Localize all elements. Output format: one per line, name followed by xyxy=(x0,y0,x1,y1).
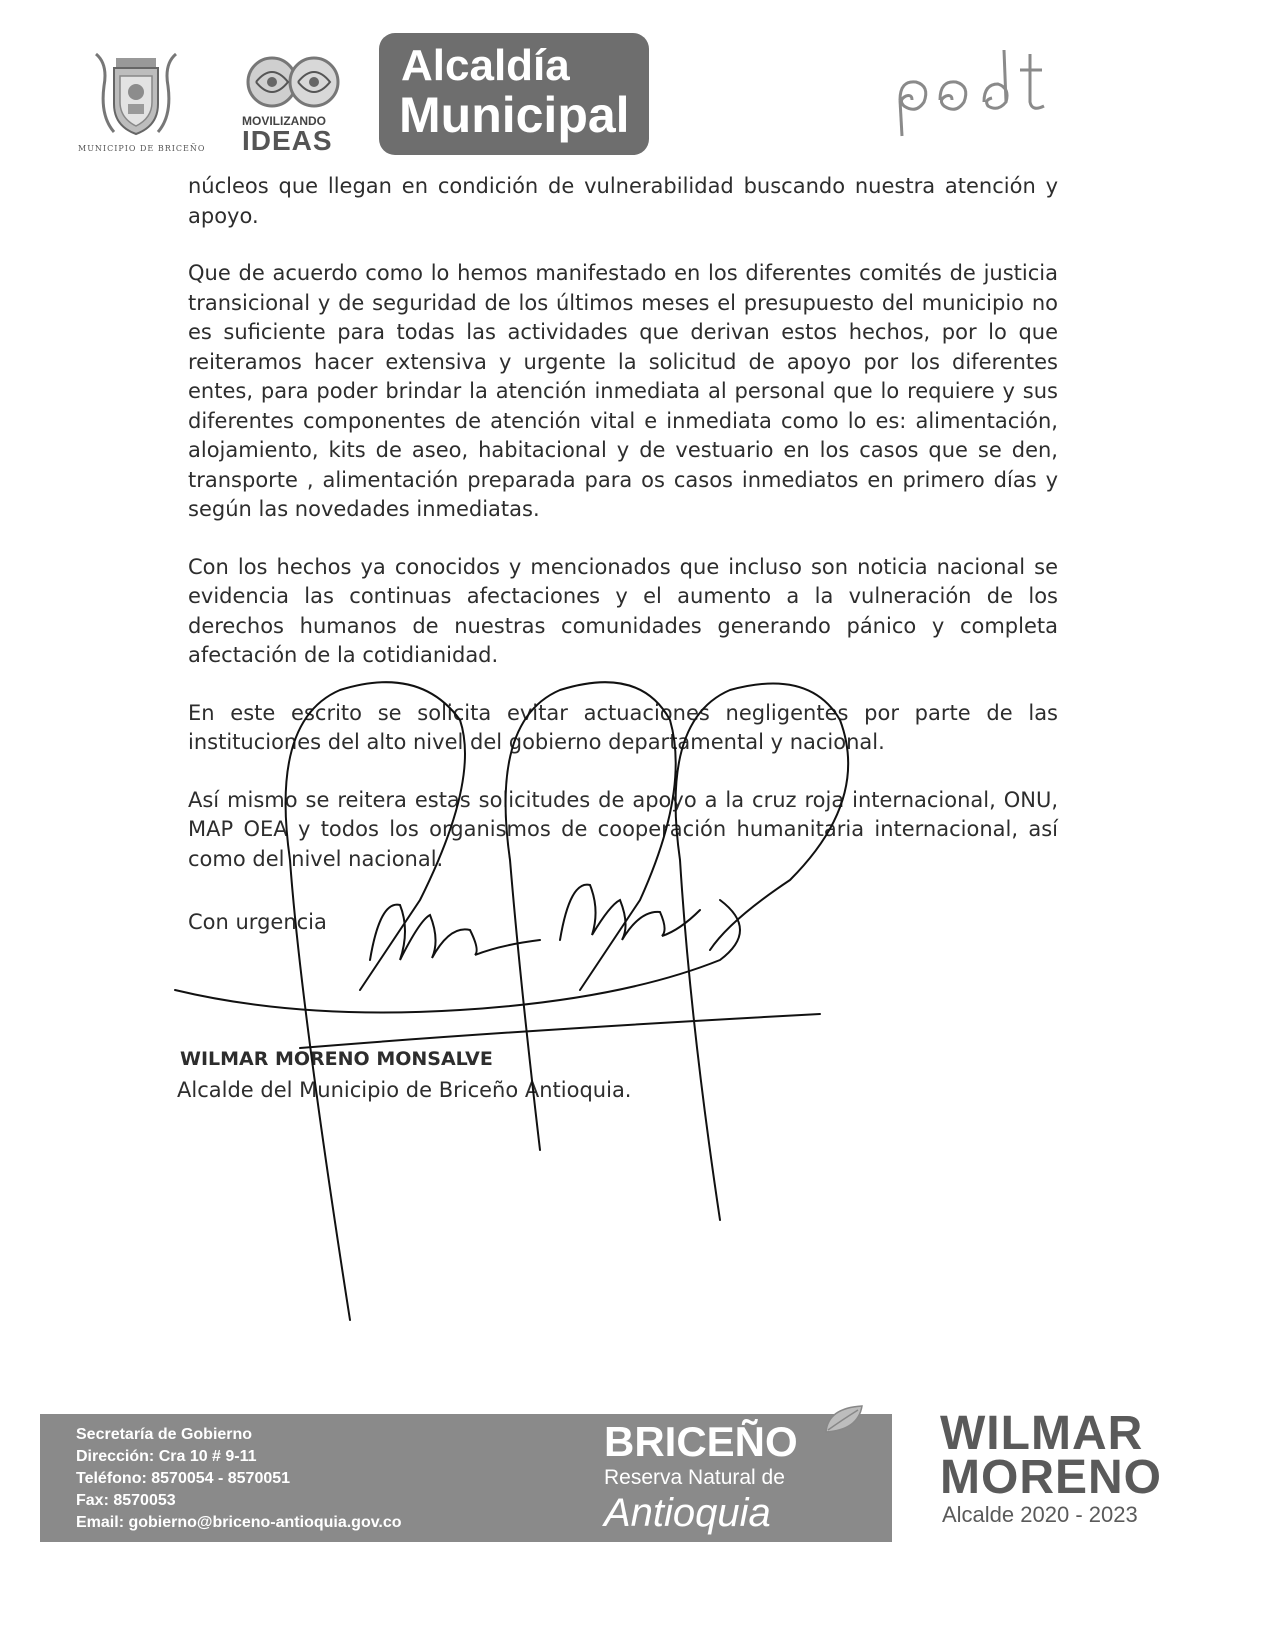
paragraph: núcleos que llegan en condición de vulnerabilidad buscando nuestra atención y apoyo. xyxy=(188,174,1058,228)
signer-title: Alcalde del Municipio de Briceño Antioquia. xyxy=(177,1078,632,1102)
crest-icon xyxy=(86,46,186,138)
pdet-logo xyxy=(880,40,1050,150)
letter-body xyxy=(188,172,1058,938)
ideas-label: IDEAS xyxy=(242,125,333,156)
contact-phone: Teléfono: 8570054 - 8570051 xyxy=(76,1470,291,1487)
briceno-region: Antioquia xyxy=(604,1491,771,1535)
crest-caption: MUNICIPIO DE BRICEÑO xyxy=(78,144,206,153)
alcaldia-line1: Alcaldía xyxy=(401,41,570,90)
alcaldia-line2: Municipal xyxy=(399,87,630,143)
paragraph: Así mismo se reitera estas solicitudes de apoyo a la cruz roja internacional, ONU, MAP OEA y todos los organismos de cooperación humanitaria internacional, así como del nivel nacional. xyxy=(188,787,1058,871)
signer-name: WILMAR MORENO MONSALVE xyxy=(180,1048,493,1070)
letterhead xyxy=(70,30,1210,170)
contact-fax: Fax: 8570053 xyxy=(76,1492,176,1509)
movilizando-ideas-logo xyxy=(242,52,352,162)
contact-email: Email: gobierno@briceno-antioquia.gov.co xyxy=(76,1514,402,1531)
briceno-title: BRICEÑO xyxy=(604,1418,798,1465)
paragraph: Con los hechos ya conocidos y mencionados que incluso son noticia nacional se evidencia las continuas afectaciones y el aumento a la vulneración de los derechos humanos de nuestras comunidades generando pánico y completa afectación de la cotidianidad. xyxy=(188,554,1058,667)
contact-address: Dirección: Cra 10 # 9-11 xyxy=(76,1448,257,1465)
municipal-crest-logo xyxy=(78,46,206,170)
alcaldia-municipal-badge xyxy=(379,33,649,155)
briceno-subtitle: Reserva Natural de xyxy=(604,1466,785,1489)
paragraph: En este escrito se solicita evitar actuaciones negligentes por parte de las instituciones del alto nivel del gobierno departamental y nacional. xyxy=(188,700,1058,754)
paragraph: Que de acuerdo como lo hemos manifestado en los diferentes comités de justicia transicional y de seguridad de los últimos meses el presupuesto del municipio no es suficiente para todas las actividades que derivan estos hechos, por lo que reiteramos hacer extensiva y urgente la solicitud de apoyo por los diferentes entes, para poder brindar la atención inmediata al personal que lo requiere y sus diferentes componentes de atención vital e inmediata como lo es: alimentación, alojamiento, kits de aseo, habitacional y de vestuario en los casos que se den, transporte , alimentación preparada para os casos inmediatos en primero días y según las novedades inmediatas. xyxy=(188,261,1058,521)
movilizando-label: MOVILIZANDO xyxy=(242,114,326,128)
mayor-first-name: WILMAR xyxy=(940,1407,1144,1460)
mayor-term: Alcalde 2020 - 2023 xyxy=(942,1502,1138,1527)
mayor-last-name: MORENO xyxy=(940,1451,1162,1504)
leaf-icon xyxy=(822,1402,866,1436)
mayor-brand xyxy=(940,1407,1190,1538)
closing-salutation: Con urgencia xyxy=(188,910,327,934)
contact-info xyxy=(76,1424,402,1534)
globe-swirl-icon xyxy=(242,52,346,112)
contact-office: Secretaría de Gobierno xyxy=(76,1426,253,1443)
